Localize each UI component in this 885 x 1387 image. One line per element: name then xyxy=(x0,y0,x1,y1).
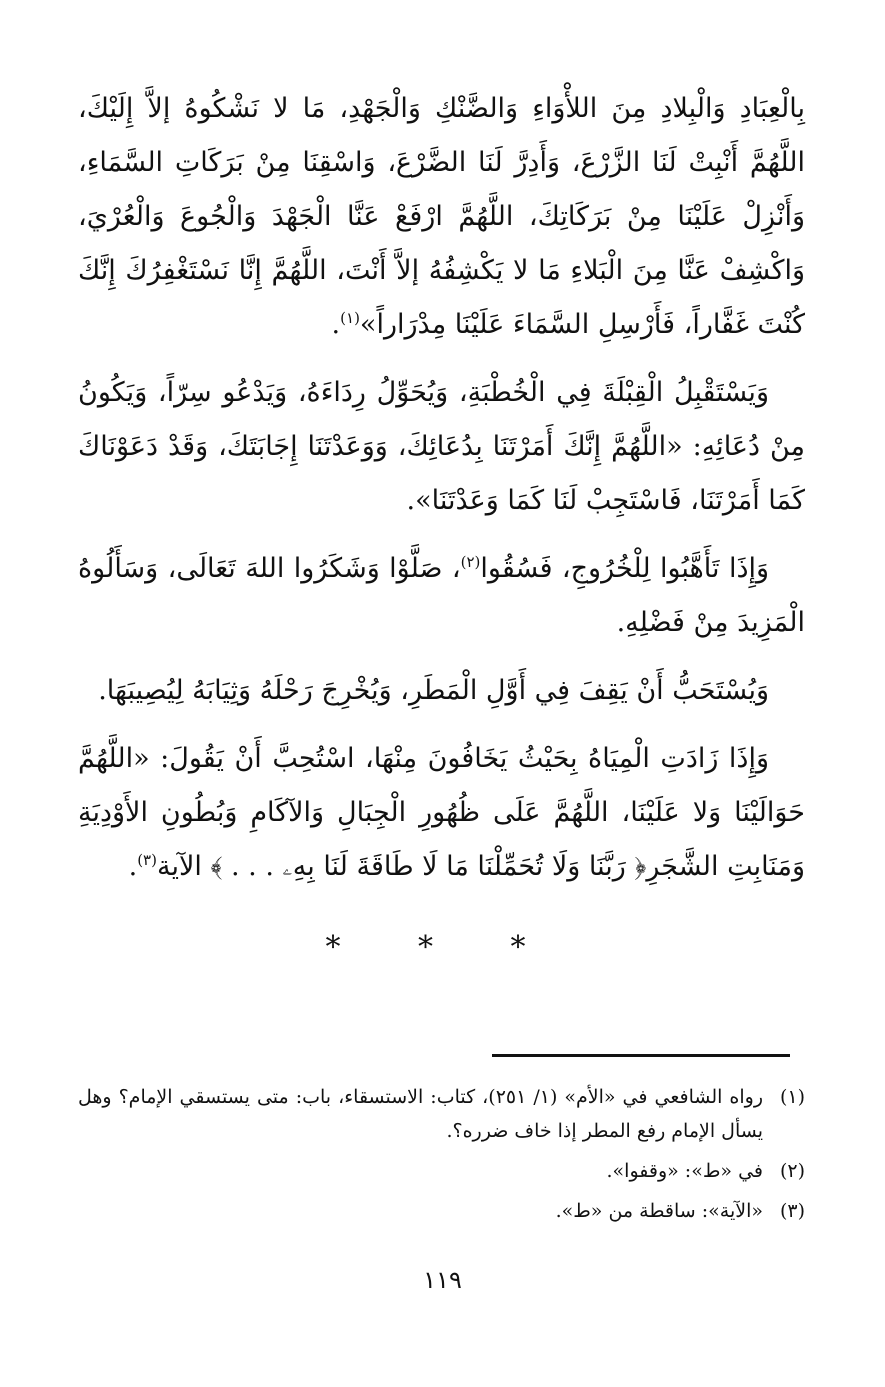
footnote-ref[interactable]: (٣) xyxy=(137,851,157,869)
paragraph-5 xyxy=(78,732,805,894)
footnote-text: في «ط»: «وقفوا». xyxy=(606,1160,763,1182)
paragraph-text: وَإِذَا زَادَتِ الْمِيَاهُ بِحَيْثُ يَخَافُونَ مِنْهَا، اسْتُحِبَّ أَنْ يَقُولَ: «اللَّهُمَّ حَوَالَيْنَا وَلا عَلَيْنَا، اللَّهُمَّ عَلَى ظُهُورِ الْجِبَالِ وَالآكَامِ وَبُطُونِ الأَوْدِيَةِ وَمَنَابِتِ الشَّجَرِ﴿ رَبَّنَا وَلَا تُحَمِّلْنَا مَا لَا طَاقَةَ لَنَا بِهِۦ . . . ﴾ الآية xyxy=(78,743,805,882)
paragraph-2 xyxy=(78,366,805,528)
paragraph-3 xyxy=(78,542,805,650)
footnote-text: رواه الشافعي في «الأم» (١/ ٢٥١)، كتاب: الاستسقاء، باب: متى يستسقي الإمام؟ وهل يسأل الإمام رفع المطر إذا خاف ضرره؟. xyxy=(78,1086,763,1142)
paragraph-text: وَيُسْتَحَبُّ أَنْ يَقِفَ فِي أَوَّلِ الْمَطَرِ، وَيُخْرِجَ رَحْلَهُ وَثِيَابَهُ لِيُصِيبَهَا. xyxy=(98,675,769,706)
footnote-text: «الآية»: ساقطة من «ط». xyxy=(555,1200,763,1222)
footnote-number: (١) xyxy=(779,1086,805,1108)
paragraph-tail: . xyxy=(128,851,138,882)
main-text xyxy=(78,82,805,908)
paragraph-tail: . xyxy=(331,309,341,340)
footnote-divider xyxy=(492,1054,790,1057)
paragraph-text: بِالْعِبَادِ وَالْبِلادِ مِنَ اللأْوَاءِ وَالضَّنْكِ وَالْجَهْدِ، مَا لا نَشْكُوهُ إلاَّ إِلَيْكَ، اللَّهُمَّ أَنْبِتْ لَنَا الزَّرْعَ، وَأَدِرَّ لَنَا الضَّرْعَ، وَاسْقِنَا مِنْ بَرَكَاتِ السَّمَاءِ، وَأَنْزِلْ عَلَيْنَا مِنْ بَرَكَاتِكَ، اللَّهُمَّ ارْفَعْ عَنَّا الْجَهْدَ وَالْجُوعَ وَالْعُرْيَ، وَاكْشِفْ عَنَّا مِنَ الْبَلاءِ مَا لا يَكْشِفُهُ إلاَّ أَنْتَ، اللَّهُمَّ إِنَّا نَسْتَغْفِرُكَ إِنَّكَ كُنْتَ غَفَّاراً، فَأَرْسِلِ السَّمَاءَ عَلَيْنَا مِدْرَاراً» xyxy=(78,93,805,340)
paragraph-tail: ، صَلَّوْا وَشَكَرُوا اللهَ تَعَالَى، وَسَأَلُوهُ الْمَزِيدَ مِنْ فَضْلِهِ. xyxy=(78,553,805,638)
footnote-number: (٣) xyxy=(779,1200,805,1222)
section-separator: * * * xyxy=(325,930,560,965)
footnote-ref[interactable]: (١) xyxy=(340,309,360,327)
footnote-1 xyxy=(78,1080,805,1148)
footnote-number: (٢) xyxy=(779,1160,805,1182)
footnote-3 xyxy=(78,1194,805,1228)
paragraph-text: وَيَسْتَقْبِلُ الْقِبْلَةَ فِي الْخُطْبَةِ، وَيُحَوِّلُ رِدَاءَهُ، وَيَدْعُو سِرّاً، وَيَكُونُ مِنْ دُعَائِهِ: «اللَّهُمَّ إِنَّكَ أَمَرْتَنَا بِدُعَائِكَ، وَوَعَدْتَنَا إِجَابَتَكَ، وَقَدْ دَعَوْنَاكَ كَمَا أَمَرْتَنَا، فَاسْتَجِبْ لَنَا كَمَا وَعَدْتَنَا». xyxy=(78,377,805,516)
paragraph-1 xyxy=(78,82,805,352)
page-number: ١١٩ xyxy=(423,1266,462,1294)
footnotes xyxy=(78,1080,805,1234)
footnote-2 xyxy=(78,1154,805,1188)
paragraph-text: وَإِذَا تَأَهَّبُوا لِلْخُرُوجِ، فَسُقُوا xyxy=(480,553,770,584)
footnote-ref[interactable]: (٢) xyxy=(460,553,481,571)
paragraph-4 xyxy=(78,664,805,718)
